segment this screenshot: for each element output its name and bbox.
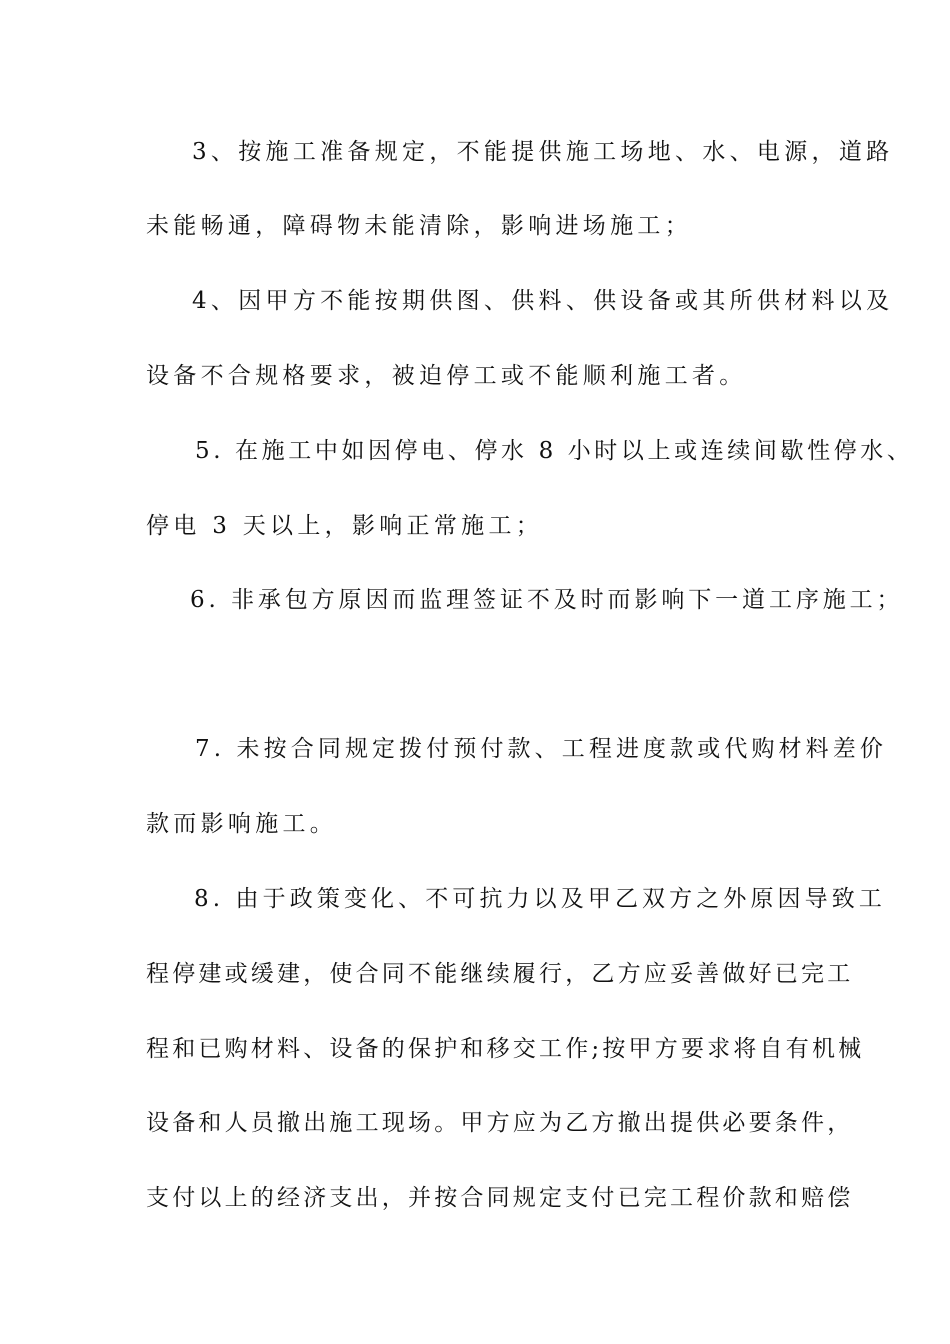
clause-4-line-2: 设备不合规格要求，被迫停工或不能顺利施工者。 — [146, 363, 747, 389]
clause-8-line-5: 支付以上的经济支出，并按合同规定支付已完工程价款和赔偿 — [146, 1185, 854, 1211]
clause-3-line-1: 3、按施工准备规定，不能提供施工场地、水、电源，道路 — [192, 139, 894, 165]
clause-7-line-1: 7. 未按合同规定拨付预付款、工程进度款或代购材料差价 — [195, 736, 887, 762]
clause-8-line-3: 程和已购材料、设备的保护和移交工作;按甲方要求将自有机械 — [146, 1036, 865, 1062]
clause-3-line-2: 未能畅通，障碍物未能清除，影响进场施工； — [146, 213, 692, 239]
clause-8-line-2: 程停建或缓建，使合同不能继续履行，乙方应妥善做好已完工 — [146, 961, 854, 987]
clause-4-line-1: 4、因甲方不能按期供图、供料、供设备或其所供材料以及 — [192, 288, 894, 314]
clause-8-line-4: 设备和人员撤出施工现场。甲方应为乙方撤出提供必要条件， — [146, 1110, 854, 1136]
clause-5-line-1: 5. 在施工中如因停电、停水 8 小时以上或连续间歇性停水、 — [195, 438, 914, 464]
clause-8-line-1: 8. 由于政策变化、不可抗力以及甲乙双方之外原因导致工 — [194, 886, 886, 912]
clause-5-line-2: 停电 3 天以上，影响正常施工； — [146, 513, 544, 539]
clause-7-line-2: 款而影响施工。 — [146, 811, 338, 837]
clause-6-line-1: 6. 非承包方原因而监理签证不及时而影响下一道工序施工； — [190, 587, 904, 613]
